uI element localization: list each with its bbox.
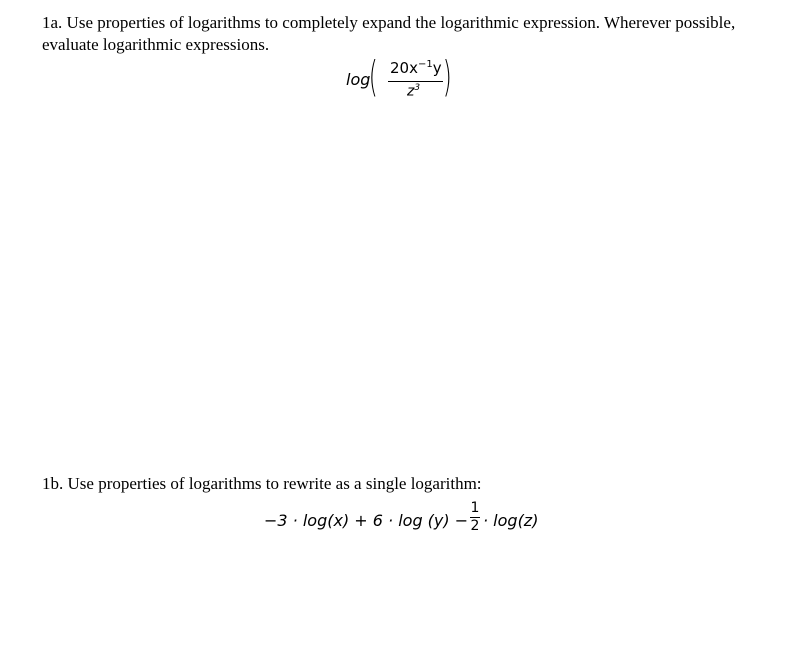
fraction-denominator bbox=[407, 83, 420, 100]
left-parenthesis: ( bbox=[368, 52, 378, 101]
numerator-exponent: −1 bbox=[417, 59, 433, 70]
numerator-base: 20x bbox=[390, 59, 418, 77]
right-parenthesis: ) bbox=[442, 52, 452, 101]
fraction-denominator: 2 bbox=[470, 518, 480, 534]
log-function-label: log bbox=[346, 70, 371, 89]
one-half-fraction bbox=[469, 500, 481, 535]
question-1a-prompt: 1a. Use properties of logarithms to completely expand the logarithmic expression. Wherever possible, evaluate logarithmic expressions. bbox=[42, 13, 736, 54]
question-1b-prompt: 1b. Use properties of logarithms to rewrite as a single logarithm: bbox=[42, 474, 482, 493]
denominator-exponent: 3 bbox=[414, 83, 421, 93]
numerator-tail: y bbox=[432, 59, 442, 77]
fraction-numerator: 1 bbox=[470, 500, 480, 516]
denominator-base: z bbox=[407, 83, 415, 100]
question-1a-expression bbox=[346, 52, 458, 108]
tail-expression: · log(z) bbox=[483, 511, 539, 530]
main-expression: −3 · log(x) + 6 · log (y) − bbox=[264, 511, 469, 530]
fraction-numerator bbox=[390, 59, 442, 77]
fraction-bar bbox=[388, 81, 443, 82]
question-1b-expression bbox=[264, 500, 544, 544]
